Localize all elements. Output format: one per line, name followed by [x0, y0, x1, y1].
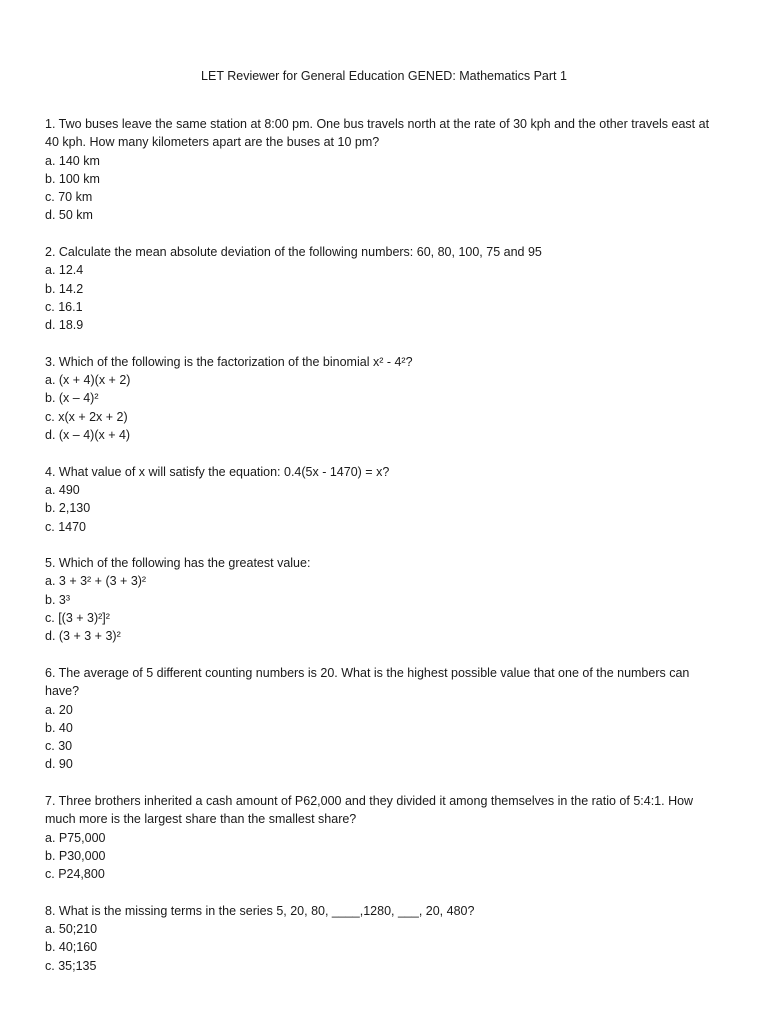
question-text: 2. Calculate the mean absolute deviation of the following numbers: 60, 80, 100, 75 and 95 [45, 245, 542, 260]
option-b: b. 2,130 [45, 501, 91, 516]
option-list [45, 701, 710, 774]
question-7 [45, 792, 710, 883]
option-c: c. x(x + 2x + 2) [45, 409, 128, 424]
question-text: 3. Which of the following is the factorization of the binomial x² - 4²? [45, 354, 413, 369]
option-b: b. P30,000 [45, 848, 106, 863]
option-b: b. 14.2 [45, 281, 84, 296]
option-c: c. 70 km [45, 190, 93, 205]
option-a: a. 490 [45, 482, 80, 497]
option-c: c. 30 [45, 739, 73, 754]
question-6 [45, 664, 710, 774]
option-d: d. 50 km [45, 208, 93, 223]
option-list [45, 572, 710, 645]
question-2 [45, 243, 710, 334]
option-c: c. 1470 [45, 519, 87, 534]
option-d: d. (3 + 3 + 3)² [45, 629, 121, 644]
option-a: a. 3 + 3² + (3 + 3)² [45, 574, 147, 589]
question-text: 7. Three brothers inherited a cash amount of P62,000 and they divided it among themselves in the ratio of 5:4:1. How much more is the largest share than the smallest share? [45, 793, 694, 827]
option-a: a. 140 km [45, 153, 100, 168]
option-b: b. 40;160 [45, 940, 98, 955]
option-a: a. (x + 4)(x + 2) [45, 373, 131, 388]
question-list [45, 115, 710, 993]
option-d: d. (x – 4)(x + 4) [45, 428, 131, 443]
option-list [45, 481, 710, 536]
option-b: b. 100 km [45, 171, 100, 186]
option-list [45, 920, 710, 975]
question-text: 5. Which of the following has the greatest value: [45, 556, 311, 571]
question-8 [45, 902, 710, 975]
option-list [45, 829, 710, 884]
question-5 [45, 554, 710, 645]
question-4 [45, 463, 710, 536]
option-a: a. 50;210 [45, 922, 98, 937]
option-d: d. 90 [45, 757, 73, 772]
option-a: a. 12.4 [45, 263, 84, 278]
option-c: c. P24,800 [45, 867, 105, 882]
question-text: 1. Two buses leave the same station at 8:00 pm. One bus travels north at the rate of 30 kph and the other travels east at 40 kph. How many kilometers apart are the buses at 10 pm? [45, 117, 710, 150]
option-list [45, 152, 710, 225]
option-a: a. P75,000 [45, 830, 106, 845]
question-3 [45, 353, 710, 444]
option-c: c. [(3 + 3)²]² [45, 611, 110, 626]
document-title: LET Reviewer for General Education GENED: Mathematics Part 1 [201, 69, 567, 83]
option-d: d. 18.9 [45, 318, 84, 333]
option-b: b. 40 [45, 720, 73, 735]
option-a: a. 20 [45, 702, 73, 717]
option-b: b. 3³ [45, 592, 71, 607]
option-c: c. 35;135 [45, 958, 97, 973]
question-1 [45, 115, 710, 225]
question-text: 4. What value of x will satisfy the equation: 0.4(5x - 1470) = x? [45, 464, 390, 479]
option-b: b. (x – 4)² [45, 391, 99, 406]
question-text: 6. The average of 5 different counting numbers is 20. What is the highest possible value that one of the numbers can have? [45, 665, 690, 699]
option-c: c. 16.1 [45, 299, 83, 314]
option-list [45, 261, 710, 334]
option-list [45, 371, 710, 444]
question-text: 8. What is the missing terms in the series 5, 20, 80, ____,1280, ___, 20, 480? [45, 903, 475, 918]
